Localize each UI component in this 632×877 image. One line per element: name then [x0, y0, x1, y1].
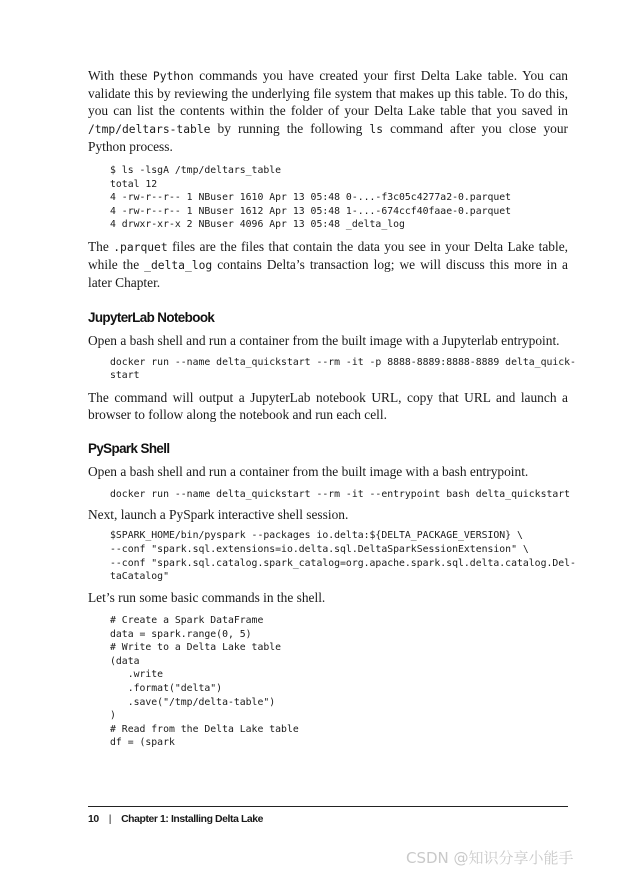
code-block-pyspark-launch: $SPARK_HOME/bin/pyspark --packages io.delta:${DELTA_PACKAGE_VERSION} \ --conf "spark.sql.extensions=io.delta.sql.DeltaSparkSessionExtension" \ --conf "spark.sql.catalog.spark_catalog=org.apache.spark.sql.delta.catalog.Del- taCatalog": [110, 530, 576, 583]
paragraph-jupyter-open: Open a bash shell and run a container from the built image with a Jupyterlab entrypoint.: [88, 332, 560, 348]
page-number: 10: [88, 814, 99, 825]
inline-code-path: /tmp/deltars-table: [88, 122, 211, 136]
code-block-docker-jupyter: docker run --name delta_quickstart --rm -it -p 8888-8889:8888-8889 delta_quick- start: [110, 356, 576, 382]
inline-code-python: Python: [152, 70, 194, 83]
paragraph-intro: With these Python commands you have created your first Delta Lake table. You can validate this by reviewing the underlying file system that makes up this table. To do this, you can list the contents within the folder of your Delta Lake table that you saved in /tmp/deltars-table by running the following ls command after you close your Python process.: [88, 68, 569, 154]
paragraph-launch-pyspark: Next, launch a PySpark interactive shell session.: [88, 507, 349, 523]
heading-pyspark: PySpark Shell: [88, 441, 170, 457]
paragraph-basic-commands: Let’s run some basic commands in the shell.: [88, 589, 326, 605]
code-block-ls: $ ls -lsgA /tmp/deltars_table total 12 4 -rw-r--r-- 1 NBuser 1610 Apr 13 05:48 0-...-f3c05c4277a2-0.parquet 4 -rw-r--r-- 1 NBuser 1612 Apr 13 05:48 1-...-674ccf40faae-0.parquet 4 drwxr-xr-x 2 NBuser 4096 Apr 13 05:48 _delta_log: [110, 165, 512, 231]
code-block-docker-bash: docker run --name delta_quickstart --rm -it --entrypoint bash delta_quickstart: [110, 488, 571, 500]
page-footer: [88, 806, 568, 825]
inline-code-ls: ls: [369, 122, 384, 136]
footer-separator: |: [108, 814, 112, 825]
paragraph-pyspark-open: Open a bash shell and run a container from the built image with a bash entrypoint.: [88, 464, 529, 480]
page-content: [88, 66, 576, 750]
code-block-spark-commands: # Create a Spark DataFrame data = spark.range(0, 5) # Write to a Delta Lake table (data .write .format("delta") .save("/tmp/delta-table") ) # Read from the Delta Lake table df = (spark: [110, 614, 299, 749]
footer-text: [88, 814, 568, 825]
paragraph-jupyter-url: The command will output a JupyterLab notebook URL, copy that URL and launch a browser to follow along the notebook and run each cell.: [88, 389, 568, 423]
inline-code-delta-log: _delta_log: [144, 259, 213, 273]
chapter-title: Chapter 1: Installing Delta Lake: [121, 814, 264, 825]
csdn-watermark: CSDN @知识分享小能手: [406, 849, 574, 867]
heading-jupyterlab: JupyterLab Notebook: [88, 309, 215, 325]
paragraph-parquet: The .parquet files are the files that contain the data you see in your Delta Lake table, while the _delta_log contains Delta’s transaction log; we will discuss this more in a later Chapter.: [88, 238, 568, 291]
inline-code-parquet: .parquet: [113, 240, 168, 254]
